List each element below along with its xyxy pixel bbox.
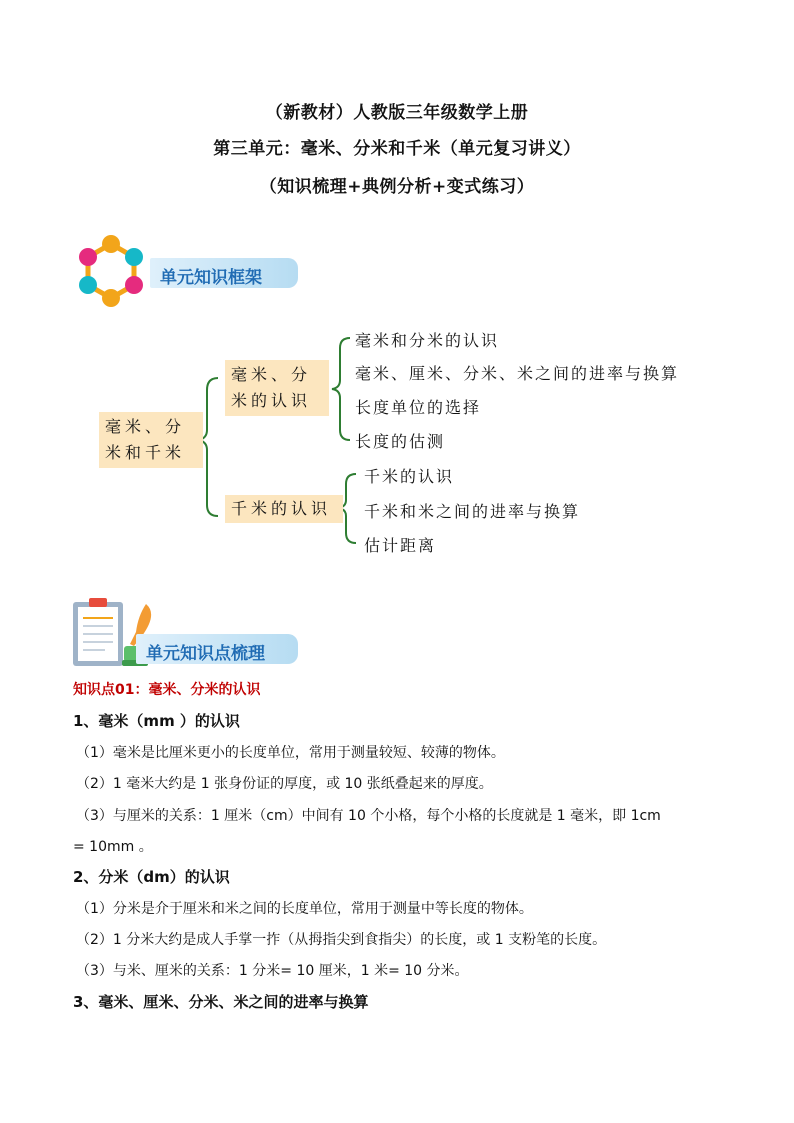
- section-heading: 2、分米（dm）的认识: [73, 868, 230, 886]
- tree-branch-mm-dm: 毫米、分米的认识: [225, 360, 329, 416]
- tree-leaf: 长度的估测: [355, 432, 446, 451]
- knowledge-point-title: 知识点01：毫米、分米的认识: [73, 682, 261, 698]
- doc-title-line3: （知识梳理+典例分析+变式练习）: [259, 177, 535, 197]
- paragraph: （1）分米是介于厘米和米之间的长度单位，常用于测量中等长度的物体。: [76, 901, 533, 917]
- paragraph: = 10mm 。: [73, 839, 153, 855]
- paragraph: （1）毫米是比厘米更小的长度单位，常用于测量较短、较薄的物体。: [76, 745, 505, 761]
- tree-leaf: 千米和米之间的进率与换算: [364, 502, 581, 521]
- doc-title-line1: （新教材）人教版三年级数学上册: [265, 103, 529, 123]
- tree-root: 毫米、分米和千米: [99, 412, 203, 468]
- doc-title-line2: 第三单元：毫米、分米和千米（单元复习讲义）: [213, 139, 581, 159]
- tree-leaf: 毫米和分米的认识: [355, 331, 500, 350]
- paragraph: （2）1 毫米大约是 1 张身份证的厚度，或 10 张纸叠起来的厚度。: [76, 776, 493, 792]
- tree-branch-km: 千米的认识: [225, 495, 343, 523]
- tree-leaf: 长度单位的选择: [355, 398, 482, 417]
- paragraph: （3）与米、厘米的关系：1 分米= 10 厘米，1 米= 10 分米。: [76, 963, 469, 979]
- tree-leaf: 毫米、厘米、分米、米之间的进率与换算: [355, 364, 680, 383]
- section-heading: 1、毫米（mm ）的认识: [73, 712, 240, 730]
- framework-header-title: 单元知识框架: [160, 268, 262, 288]
- knowledge-header-title: 单元知识点梳理: [146, 644, 265, 664]
- paragraph: （2）1 分米大约是成人手掌一拃（从拇指尖到食指尖）的长度，或 1 支粉笔的长度。: [76, 932, 607, 948]
- paragraph: （3）与厘米的关系：1 厘米（cm）中间有 10 个小格，每个小格的长度就是 1 毫米，即 1cm: [76, 808, 661, 824]
- section-heading: 3、毫米、厘米、分米、米之间的进率与换算: [73, 993, 369, 1011]
- tree-leaf: 估计距离: [364, 536, 437, 555]
- tree-leaf: 千米的认识: [364, 467, 455, 486]
